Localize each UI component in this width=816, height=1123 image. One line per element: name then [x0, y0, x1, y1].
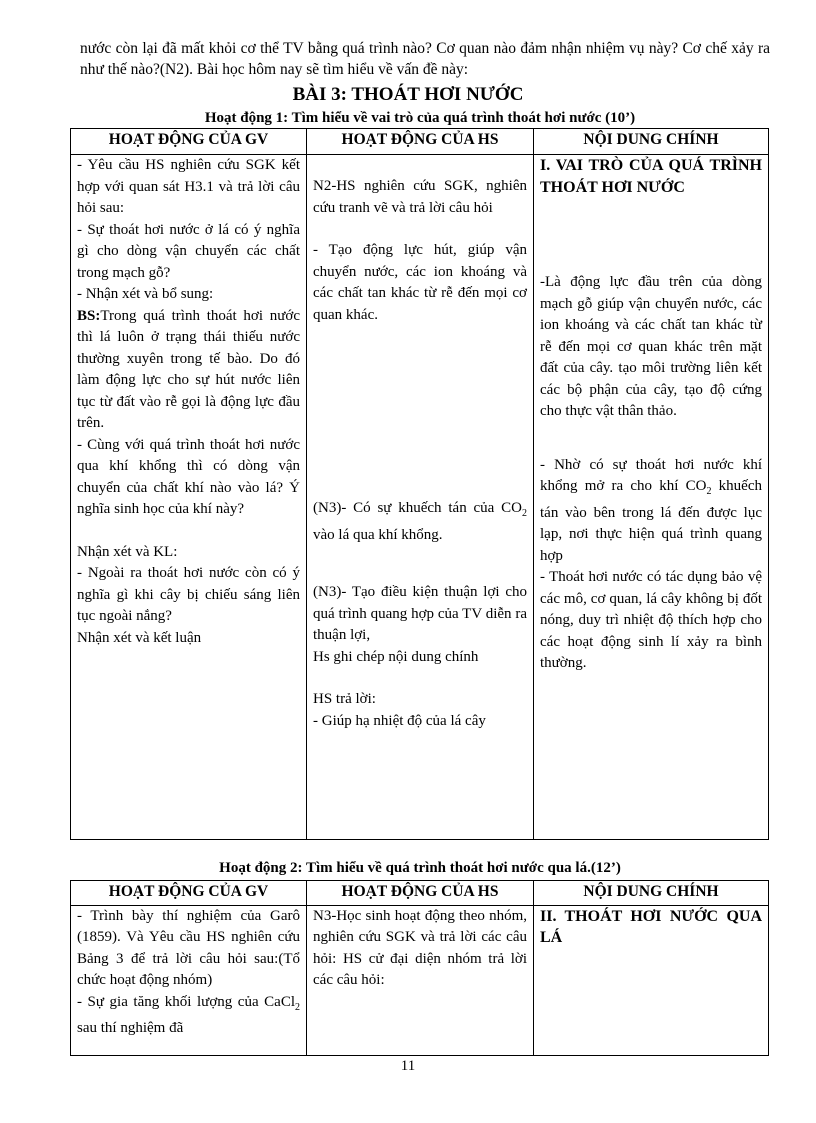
nd-text: -Là động lực đầu trên của dòng mạch gỗ giúp vận chuyển nước, các ion khoáng và các chất tan khác từ rễ đến mọi cơ quan khác trên mặt đất của cây. tạo môi trường liên kết các bộ phận của cây, tạo độ cứng cho thực vật thân thảo. [540, 274, 762, 420]
nd-text [540, 455, 762, 568]
header-gv: HOẠT ĐỘNG CỦA GV [71, 129, 307, 155]
table-header-row [71, 129, 769, 155]
gv-cacl-text: - Sự gia tăng khối lượng của CaCl [77, 993, 295, 1010]
table-row [71, 905, 769, 1055]
hs-text: N3-Học sinh hoạt động theo nhóm, nghiên cứu SGK và trả lời các câu hỏi: HS cử đại diện nhóm trả lời các câu hỏi: [313, 907, 527, 989]
hs-text: (N3)- Tạo điều kiện thuận lợi cho quá trình quang hợp của TV diễn ra thuận lợi, [313, 584, 527, 644]
hs-text: Hs ghi chép nội dung chính [313, 648, 479, 665]
header-hs: HOẠT ĐỘNG CỦA HS [307, 881, 534, 906]
gv-cell [71, 905, 307, 1055]
bs-label: BS: [77, 307, 101, 324]
header-hs: HOẠT ĐỘNG CỦA HS [307, 129, 534, 155]
gv-text: - Yêu cầu HS nghiên cứu SGK kết hợp với quan sát H3.1 và trả lời câu hỏi sau: [77, 157, 300, 217]
hs-text: - Giúp hạ nhiệt độ của lá cây [313, 712, 486, 729]
subscript: 2 [522, 508, 527, 520]
activity2-table [70, 880, 769, 1056]
gv-text: Nhận xét và KL: [77, 543, 178, 560]
page-number: 11 [400, 1058, 416, 1074]
gv-text: - Trình bày thí nghiệm của Garô (1859). Và Yêu cầu HS nghiên cứu Bảng 3 để trả lời câu hỏi sau:(Tổ chức hoạt động nhóm) [77, 907, 300, 989]
gv-text: - Sự thoát hơi nước ở lá có ý nghĩa gì cho dòng vận chuyển các chất trong mạch gỗ? [77, 221, 300, 281]
subscript: 2 [706, 486, 712, 498]
bs-text: Trong quá trình thoát hơi nước thì lá luôn ở trạng thái thiếu nước thường xuyên trong tế bào. Do đó làm động lực cho sự hút nước liên tục từ đất vào rễ gọi là động lực đầu trên. [77, 307, 300, 432]
nd-heading: II. THOÁT HƠI NƯỚC QUA LÁ [540, 907, 762, 947]
header-nd: NỘI DUNG CHÍNH [534, 129, 769, 155]
hs-text: - Tạo động lực hút, giúp vận chuyển nước, các ion khoáng và các chất tan khác từ rễ đến mọi cơ quan khác. [313, 242, 527, 323]
nd-heading: I. VAI TRÒ CỦA QUÁ TRÌNH THOÁT HƠI NƯỚC [540, 157, 762, 196]
hs-co2-text: (N3)- Có sự khuếch tán của CO [313, 500, 522, 517]
table-row [71, 155, 769, 840]
gv-text [77, 306, 300, 435]
nd-cell [534, 155, 769, 840]
hs-cell [307, 155, 534, 840]
intro-paragraph: nước còn lại đã mất khỏi cơ thể TV bằng quá trình nào? Cơ quan nào đảm nhận nhiệm vụ này? Cơ chế xảy ra như thế nào?(N2). Bài học hôm nay sẽ tìm hiểu về vấn đề này: [80, 40, 770, 78]
activity1-title: Hoạt động 1: Tìm hiểu về vai trò của quá trình thoát hơi nước (10’) [204, 110, 636, 126]
hs-text [313, 498, 527, 546]
activity1-table [70, 128, 769, 840]
gv-text: - Nhận xét và bổ sung: [77, 286, 214, 303]
nd-co2-text: - Nhờ có sự thoát hơi nước khí khổng mở ra cho khí CO [540, 456, 762, 495]
gv-text: - Ngoài ra thoát hơi nước còn có ý nghĩa gì khi cây bị chiếu sáng liên tục ngoài nắng? [77, 565, 300, 625]
hs-text: HS trả lời: [313, 691, 376, 708]
hs-cell [307, 905, 534, 1055]
table-header-row [71, 881, 769, 906]
nd-co2-text-end: khuếch tán vào bên trong lá đến được lục lạp, nơi thực hiện quá trình quang hợp [540, 478, 762, 564]
hs-co2-text-end: vào lá qua khí khổng. [313, 526, 443, 543]
gv-text: - Cùng với quá trình thoát hơi nước qua khí khổng thì có dòng vận chuyển của chất khí nào vào lá? Ý nghĩa sinh học của khí này? [77, 436, 300, 518]
nd-cell [534, 905, 769, 1055]
gv-cacl-text-end: sau thí nghiệm đã [77, 1020, 184, 1037]
hs-text: N2-HS nghiên cứu SGK, nghiên cứu tranh vẽ và trả lời câu hỏi [313, 178, 527, 216]
activity2-title: Hoạt động 2: Tìm hiểu về quá trình thoát hơi nước qua lá.(12’) [219, 860, 621, 876]
nd-text: - Thoát hơi nước có tác dụng bảo vệ các mô, cơ quan, lá cây không bị đốt nóng, duy trì nhiệt độ thích hợp cho các hoạt động sinh lí xảy ra bình thường. [540, 569, 762, 672]
header-nd: NỘI DUNG CHÍNH [534, 881, 769, 906]
gv-cell [71, 155, 307, 840]
subscript: 2 [295, 1001, 300, 1013]
lesson-title: BÀI 3: THOÁT HƠI NƯỚC [292, 84, 524, 105]
gv-text [77, 992, 300, 1040]
gv-text: Nhận xét và kết luận [77, 629, 202, 646]
header-gv: HOẠT ĐỘNG CỦA GV [71, 881, 307, 906]
